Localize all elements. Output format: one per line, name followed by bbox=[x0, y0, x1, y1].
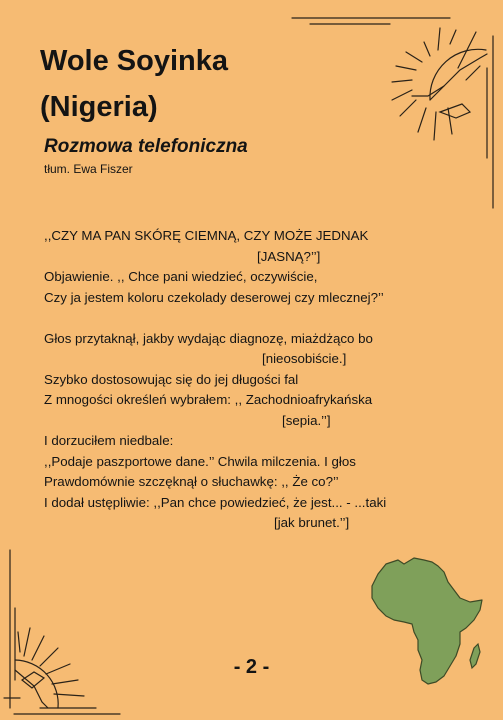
poem-line: I dodał ustępliwie: ,,Pan chce powiedzieć, że jest... - ...taki bbox=[44, 494, 387, 510]
poem-line: ,,Podaje paszportowe dane.’’ Chwila milczenia. I głos bbox=[44, 453, 356, 469]
stanza-break bbox=[44, 308, 464, 329]
poem-line: [nieosobiście.] bbox=[262, 351, 347, 366]
poem-line: [JASNĄ?’’] bbox=[257, 248, 321, 264]
poem-line: Głos przytaknął, jakby wydając diagnozę, miażdżąco bo bbox=[44, 330, 373, 346]
poem-line: Objawienie. ,, Chce pani wiedzieć, oczywiście, bbox=[44, 269, 318, 284]
poem-line: [sepia.’’] bbox=[282, 412, 331, 428]
poem-title: Rozmowa telefoniczna bbox=[44, 136, 248, 157]
poem-line: Czy ja jestem koloru czekolady deserowej czy mlecznej?’’ bbox=[44, 289, 384, 305]
translator-credit: tłum. Ewa Fiszer bbox=[44, 162, 133, 176]
poem-line: Z mnogości określeń wybrałem: ,, Zachodnioafrykańska bbox=[44, 392, 373, 407]
sun-corner-top-right-icon bbox=[280, 8, 503, 230]
sun-corner-bottom-left-icon bbox=[0, 548, 130, 720]
poem-line: [jak brunet.’’] bbox=[274, 515, 350, 530]
poem-line: ,,CZY MA PAN SKÓRĘ CIEMNĄ, CZY MOŻE JEDNAK bbox=[44, 228, 369, 243]
poem-line: Prawdomównie szczęknął o słuchawkę: ,, Że co?’’ bbox=[44, 474, 339, 489]
poem-line: Szybko dostosowując się do jej długości fal bbox=[44, 371, 299, 387]
poem-author-heading bbox=[40, 38, 228, 130]
author-name: Wole Soyinka bbox=[40, 45, 229, 77]
page-number: - 2 - bbox=[233, 656, 270, 678]
author-country: (Nigeria) bbox=[40, 91, 158, 123]
poem-body bbox=[44, 226, 464, 534]
poem-line: I dorzuciłem niedbale: bbox=[44, 433, 174, 448]
